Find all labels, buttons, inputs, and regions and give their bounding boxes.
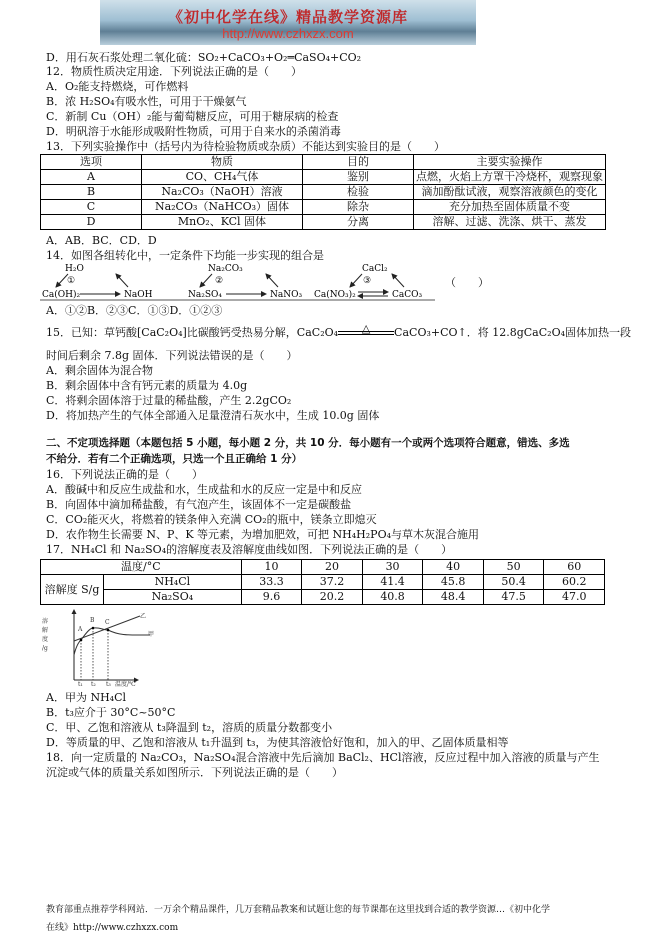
cell: 20 (302, 560, 363, 575)
g3-right: CaCO₃ (392, 290, 423, 300)
cell: 40.8 (362, 590, 423, 605)
cell: D (41, 215, 142, 230)
g1-left: Ca(OH)₂ (42, 290, 81, 300)
q12-option-d: D．明矾溶于水能形成吸附性物质，可用于自来水的杀菌消毒 (46, 125, 341, 138)
cell: 40 (423, 560, 484, 575)
point-c (107, 629, 110, 632)
header-cell: 目的 (303, 155, 414, 170)
q14-stem: 14．如图各组转化中，一定条件下均能一步实现的组合是 (46, 249, 324, 262)
cell: 41.4 (362, 575, 423, 590)
q17-option-c: C．甲、乙饱和溶液从 t₃降温到 t₂，溶质的质量分数都变小 (46, 721, 333, 734)
q16-option-c: C．CO₂能灭火，将燃着的镁条伸入充满 CO₂的瓶中，镁条立即熄灭 (46, 513, 377, 526)
cell: 45.8 (423, 575, 484, 590)
cell: 溶解、过滤、洗涤、烘干、蒸发 (414, 215, 606, 230)
q12-option-a: A．O₂能支持燃烧，可作燃料 (46, 80, 189, 93)
cell: 37.2 (302, 575, 363, 590)
q13-table (40, 154, 606, 230)
section2-heading-line1: 二、不定项选择题（本题包括 5 小题，每小题 2 分，共 10 分．每小题有一个或两个选项符合题意，错选、多选 (46, 437, 570, 449)
table-header-row (41, 560, 605, 575)
cell: 50.4 (483, 575, 544, 590)
q15-option-c: C．将剩余固体溶于过量的稀盐酸，产生 2.2gCO₂ (46, 394, 292, 407)
q15-option-d: D．将加热产生的气体全部通入足量澄清石灰水中，生成 10.0g 固体 (46, 409, 380, 422)
cell: Na₂CO₃（NaHCO₃）固体 (142, 200, 303, 215)
cell: 鉴别 (303, 170, 414, 185)
q15-stem-line2: 时间后剩余 7.8g 固体．下列说法错误的是（ ） (46, 349, 298, 362)
table-row (41, 170, 606, 185)
header-cell: 选项 (41, 155, 142, 170)
cell: A (41, 170, 142, 185)
cell: 10 (241, 560, 302, 575)
g3-num: ③ (363, 276, 372, 286)
cell: 48.4 (423, 590, 484, 605)
header-cell: 物质 (142, 155, 303, 170)
cell: MnO₂、KCl 固体 (142, 215, 303, 230)
tick-t1: t₁ (78, 681, 83, 688)
point-label-b: B (90, 617, 95, 624)
q11-option-d: D．用石灰石浆处理二氧化硫：SO₂+CaCO₃+O₂═CaSO₄+CO₂ (46, 51, 362, 64)
solubility-label: 溶解度 S/g (41, 575, 104, 605)
x-axis-label: 温度/℃ (115, 681, 136, 688)
footer-line2[interactable]: 在线》http://www.czhxzx.com (46, 923, 179, 933)
cell: B (41, 185, 142, 200)
curve-jia (74, 628, 150, 655)
solubility-curves (40, 608, 170, 688)
g3-top: CaCl₂ (362, 264, 388, 274)
table-row (41, 200, 606, 215)
g2-top: Na₂CO₃ (208, 264, 243, 274)
q12-option-b: B．浓 H₂SO₄有吸水性，可用于干燥氨气 (46, 95, 247, 108)
cell: Na₂CO₃（NaOH）溶液 (142, 185, 303, 200)
q15-option-b: B．剩余固体中含有钙元素的质量为 4.0g (46, 379, 248, 392)
point-label-a: A (78, 626, 83, 633)
curve-label-yi: 乙 (140, 613, 147, 620)
cell: 33.3 (241, 575, 302, 590)
q17-solubility-table (40, 559, 605, 605)
cell: 充分加热至固体质量不变 (414, 200, 606, 215)
g2-left: Na₂SO₄ (188, 290, 223, 300)
q14-bracket: （ ） (445, 276, 489, 289)
g3-left: Ca(NO₃)₂ (314, 290, 356, 300)
q18-stem-line1: 18．向一定质量的 Na₂CO₃，Na₂SO₄混合溶液中先后滴加 BaCl₂、HCl溶液，反应过程中加入溶液的质量与产生 (46, 751, 600, 764)
q17-option-d: D．等质量的甲、乙饱和溶液从 t₁升温到 t₃，为使其溶液恰好饱和，加入的甲、乙固体质量相等 (46, 736, 509, 749)
heat-equals-sign (338, 322, 394, 339)
y-label-char: /g (42, 645, 48, 652)
delta-symbol: △ (361, 322, 371, 335)
cell: 47.5 (483, 590, 544, 605)
q15-stem-part2: CaCO₃+CO↑．将 12.8gCaC₂O₄固体加热一段 (394, 326, 631, 339)
y-label-char: 度 (42, 636, 49, 643)
table-header-row (41, 155, 606, 170)
table-row (41, 575, 605, 590)
cell: CO、CH₄气体 (142, 170, 303, 185)
temp-label: 温度/°C (41, 560, 242, 575)
cell: NH₄Cl (104, 575, 242, 590)
q14-conversion-diagram (40, 262, 440, 302)
banner-title: 《初中化学在线》精品教学资源库 (167, 8, 408, 26)
cell: 30 (362, 560, 423, 575)
tick-t3: t₃ (106, 681, 111, 688)
y-label-char: 溶 (42, 618, 49, 625)
q16-option-a: A．酸碱中和反应生成盐和水，生成盐和水的反应一定是中和反应 (46, 483, 362, 496)
cell: 滴加酚酞试液，观察溶液颜色的变化 (414, 185, 606, 200)
q16-stem: 16．下列说法正确的是（ ） (46, 468, 203, 481)
g2-right: NaNO₃ (270, 290, 303, 300)
q14-options: A．①②B．②③C．①③D．①②③ (46, 304, 223, 317)
q13-options: A．AB．BC．CD．D (46, 234, 157, 247)
site-banner (100, 0, 476, 45)
cell: 除杂 (303, 200, 414, 215)
header-cell: 主要实验操作 (414, 155, 606, 170)
cell: 检验 (303, 185, 414, 200)
point-label-c: C (105, 619, 110, 626)
cell: 分离 (303, 215, 414, 230)
banner-url[interactable]: http://www.czhxzx.com (222, 26, 354, 41)
q15-option-a: A．剩余固体为混合物 (46, 364, 153, 377)
q13-stem: 13．下列实验操作中（括号内为待检验物质或杂质）不能达到实验目的是（ ） (46, 140, 445, 153)
table-row (41, 590, 605, 605)
cell: C (41, 200, 142, 215)
q15-stem-part1: 15．已知：草钙酸[CaC₂O₄]比碳酸钙受热易分解，CaC₂O₄ (46, 326, 339, 339)
cell: 9.6 (241, 590, 302, 605)
g1-top: H₂O (65, 264, 84, 274)
g1-right: NaOH (124, 290, 153, 300)
q12-option-c: C．新制 Cu（OH）₂能与葡萄糖反应，可用于糖尿病的检查 (46, 110, 339, 123)
tick-t2: t₂ (91, 681, 96, 688)
footer-line1: 教育部重点推荐学科网站．一万余个精品课件，几万套精品教案和试题让您的每节课都在这里找到合适的教学资源…《初中化学 (46, 905, 551, 915)
cell: 60.2 (544, 575, 605, 590)
q17-option-a: A．甲为 NH₄Cl (46, 691, 127, 704)
curve-label-jia: 甲 (148, 631, 155, 638)
cell: Na₂SO₄ (104, 590, 242, 605)
cell: 60 (544, 560, 605, 575)
q16-option-b: B．向固体中滴加稀盐酸，有气泡产生，该固体不一定是碳酸盐 (46, 498, 352, 511)
cell: 50 (483, 560, 544, 575)
g1-num: ① (67, 276, 76, 286)
table-row (41, 215, 606, 230)
q12-stem: 12．物质性质决定用途．下列说法正确的是（ ） (46, 65, 302, 78)
q17-option-b: B．t₃应介于 30°C~50°C (46, 706, 176, 719)
q17-stem: 17．NH₄Cl 和 Na₂SO₄的溶解度表及溶解度曲线如图．下列说法正确的是（ ） (46, 543, 453, 556)
y-label-char: 解 (42, 627, 49, 634)
g2-num: ② (215, 276, 224, 286)
cell: 点燃，火焰上方罩干冷烧杯，观察现象 (414, 170, 606, 185)
q16-option-d: D．农作物生长需要 N、P、K 等元素，为增加肥效，可把 NH₄H₂PO₄与草木灰混合施用 (46, 528, 480, 541)
q15-stem-line1 (46, 322, 631, 339)
section2-heading-line2: 不给分．若有二个正确选项，只选一个且正确给 1 分） (46, 453, 303, 465)
cell: 20.2 (302, 590, 363, 605)
q18-stem-line2: 沉淀或气体的质量关系如图所示．下列说法正确的是（ ） (46, 766, 343, 779)
point-a (80, 639, 83, 642)
table-row (41, 185, 606, 200)
point-b (92, 627, 95, 630)
cell: 47.0 (544, 590, 605, 605)
curve-yi (74, 616, 140, 641)
